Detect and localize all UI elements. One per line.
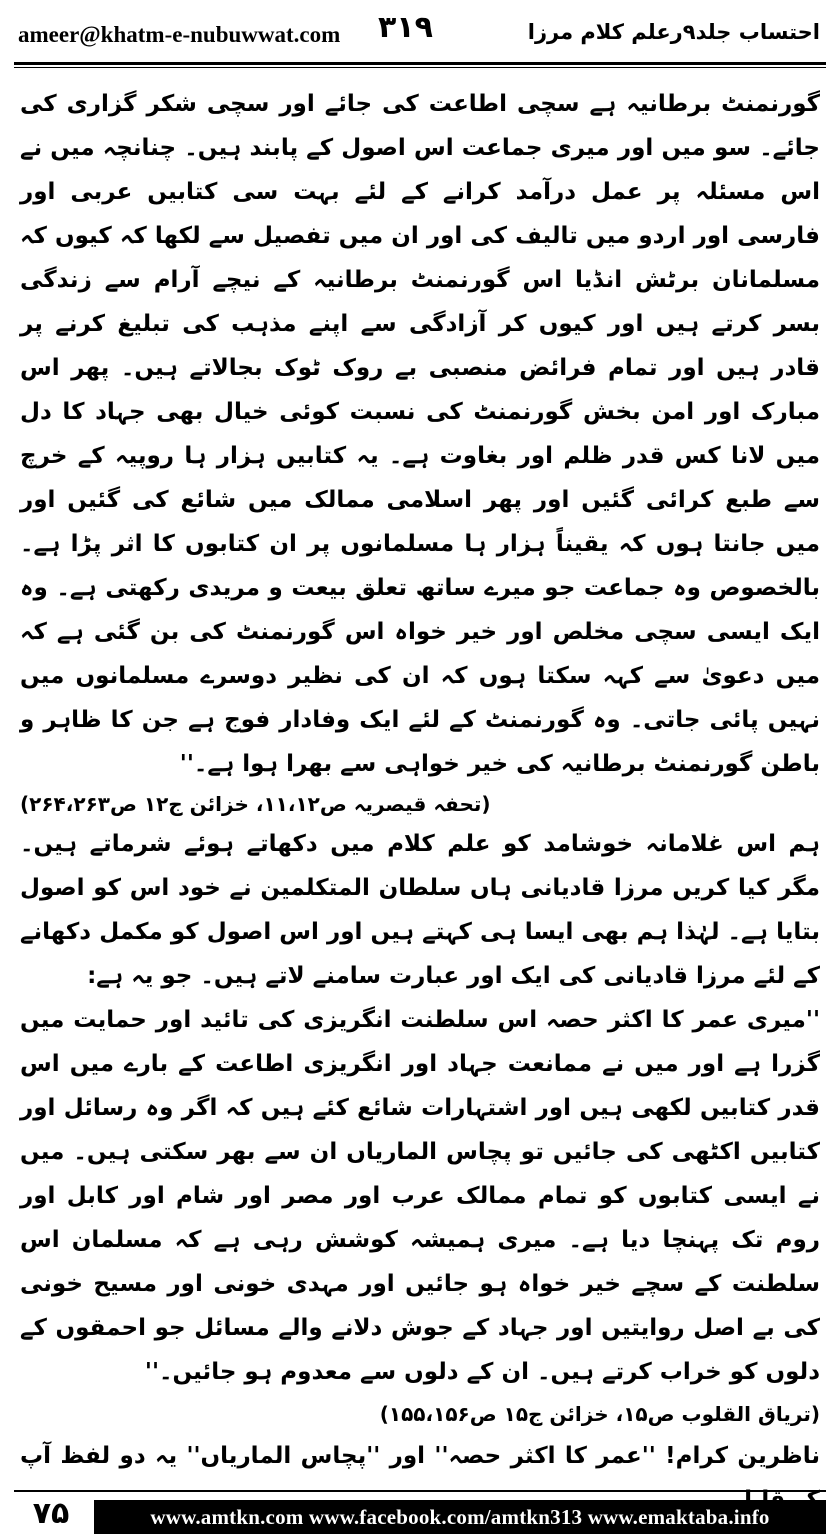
paragraph-3-quote: ''میری عمر کا اکثر حصہ اس سلطنت انگریزی کی تائید اور حمایت میں گزرا ہے اور میں نے ممانعت جہاد اور انگریزی اطاعت کے بارے میں اس قدر کتابیں لکھی ہیں اور اشتہارات شائع کئے ہیں کہ اگر وہ رسائل اور کتابیں اکٹھی کی جائیں تو پچاس الماریاں ان سے بھر سکتی ہیں۔ میں نے ایسی کتابوں کو تمام ممالک عرب اور مصر اور شام اور کابل اور روم تک پہنچا دیا ہے۔ میری ہمیشہ کوشش رہی ہے کہ مسلمان اس سلطنت کے سچے خیر خواہ ہو جائیں اور مہدی خونی اور مسیح خونی کی بے اصل روایتیں اور جہاد کے جوش دلانے والے مسائل جو احمقوں کے دلوں کو خراب کرتے ہیں۔ ان کے دلوں سے معدوم ہو جائیں۔''	[20, 1007, 820, 1385]
footer-links: www.amtkn.com www.facebook.com/amtkn313 www.emaktaba.info	[94, 1500, 826, 1534]
header-page-number: ۳۱۹	[378, 10, 433, 45]
paragraph-1-text: گورنمنٹ برطانیہ ہے سچی اطاعت کی جائے اور سچی شکر گزاری کی جائے۔ سو میں اور میری جماعت اس اصول کے پابند ہیں۔ چنانچہ میں نے اس مسئلہ پر عمل درآمد کرانے کے لئے بہت سی کتابیں عربی اور فارسی اور اردو میں تالیف کی اور ان میں تفصیل سے لکھا کہ کیوں کہ مسلمانان برٹش انڈیا اس گورنمنٹ برطانیہ کے نیچے آرام سے زندگی بسر کرتے ہیں اور کیوں کر آزادگی سے اپنے مذہب کی تبلیغ کرنے پر قادر ہیں اور تمام فرائض منصبی بے روک ٹوک بجالاتے ہیں۔ پھر اس مبارک اور امن بخش گورنمنٹ کی نسبت کوئی خیال بھی جہاد کا دل میں لانا کس قدر ظلم اور بغاوت ہے۔ یہ کتابیں ہزار ہا روپیہ کے خرچ سے طبع کرائی گئیں اور پھر اسلامی ممالک میں شائع کی گئیں اور میں جانتا ہوں کہ یقیناً ہزار ہا مسلمانوں پر ان کتابوں کا اثر پڑا ہے۔ بالخصوص وہ جماعت جو میرے ساتھ تعلق بیعت و مریدی رکھتی ہے۔ وہ ایک ایسی سچی مخلص اور خیر خواہ اس گورنمنٹ کی بن گئی ہے کہ میں دعویٰ سے کہہ سکتا ہوں کہ ان کی نظیر دوسرے مسلمانوں میں نہیں پائی جاتی۔ وہ گورنمنٹ کے لئے ایک وفادار فوج ہے جن کا ظاہر و باطن گورنمنٹ برطانیہ کی خیر خواہی سے بھرا ہوا ہے۔''	[20, 91, 820, 777]
page-body	[20, 82, 820, 1522]
header-divider	[14, 62, 826, 68]
footer-divider	[14, 1490, 826, 1492]
paragraph-4: ناظرین کرام! ''عمر کا اکثر حصہ'' اور ''پچاس الماریاں'' یہ دو لفظ آپ	[20, 1443, 820, 1469]
citation-1: (تحفہ قیصریہ ص۱۱،۱۲، خزائن ج۱۲ ص۲۶۴،۲۶۳)	[20, 792, 491, 816]
paragraph-2: ہم اس غلامانہ خوشامد کو علم کلام میں دکھاتے ہوئے شرماتے ہیں۔ مگر کیا کریں مرزا قادیانی ہاں سلطان المتکلمین نے خود اس کو اصول بتایا ہے۔ لہٰذا ہم بھی ایسا ہی کہتے ہیں اور اس اصول کو مکمل دکھانے کے لئے مرزا قادیانی کی ایک اور عبارت سامنے لاتے ہیں۔ جو یہ ہے:	[20, 831, 820, 989]
header-title: احتساب جلد۹رعلم کلام مرزا	[527, 20, 820, 44]
citation-2: (تریاق القلوب ص۱۵، خزائن ج۱۵ ص۱۵۵،۱۵۶)	[379, 1402, 820, 1426]
footer-page-index: ۷۵	[32, 1496, 70, 1531]
page-header	[0, 0, 840, 80]
paragraph-1	[20, 82, 820, 822]
header-email: ameer@khatm-e-nubuwwat.com	[18, 22, 341, 47]
page-footer	[14, 1490, 826, 1534]
